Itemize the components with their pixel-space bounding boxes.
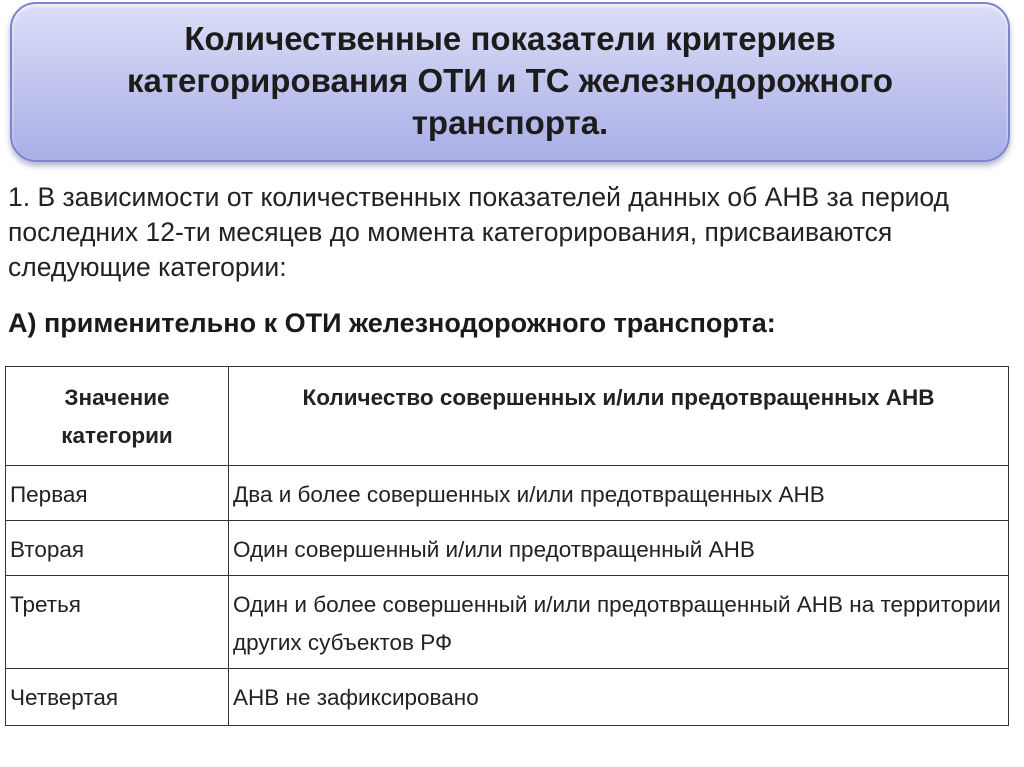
- description-cell: Два и более совершенных и/или предотвращенных АНВ: [229, 466, 1009, 521]
- header-category: Значение категории: [6, 367, 229, 466]
- category-cell: Четвертая: [6, 669, 229, 726]
- category-cell: Первая: [6, 466, 229, 521]
- table-header-row: [6, 367, 1009, 466]
- header-count: Количество совершенных и/или предотвращенных АНВ: [229, 367, 1009, 466]
- description-cell: АНВ не зафиксировано: [229, 669, 1009, 726]
- slide-title: Количественные показатели критериев категорирования ОТИ и ТС железнодорожного транспорта.: [127, 20, 893, 141]
- table-row: [6, 521, 1009, 576]
- table-row: [6, 576, 1009, 669]
- slide-title-box: [10, 2, 1010, 162]
- intro-paragraph: 1. В зависимости от количественных показателей данных об АНВ за период последних 12-ти месяцев до момента категорирования, присваиваются следующие категории:: [8, 182, 950, 282]
- section-subheading: А) применительно к ОТИ железнодорожного транспорта:: [8, 308, 776, 338]
- category-cell: Третья: [6, 576, 229, 669]
- category-cell: Вторая: [6, 521, 229, 576]
- table-row: [6, 466, 1009, 521]
- category-table: [5, 366, 1009, 726]
- description-cell: Один совершенный и/или предотвращенный АНВ: [229, 521, 1009, 576]
- description-cell: Один и более совершенный и/или предотвращенный АНВ на территории других субъектов РФ: [229, 576, 1009, 669]
- table-row: [6, 669, 1009, 726]
